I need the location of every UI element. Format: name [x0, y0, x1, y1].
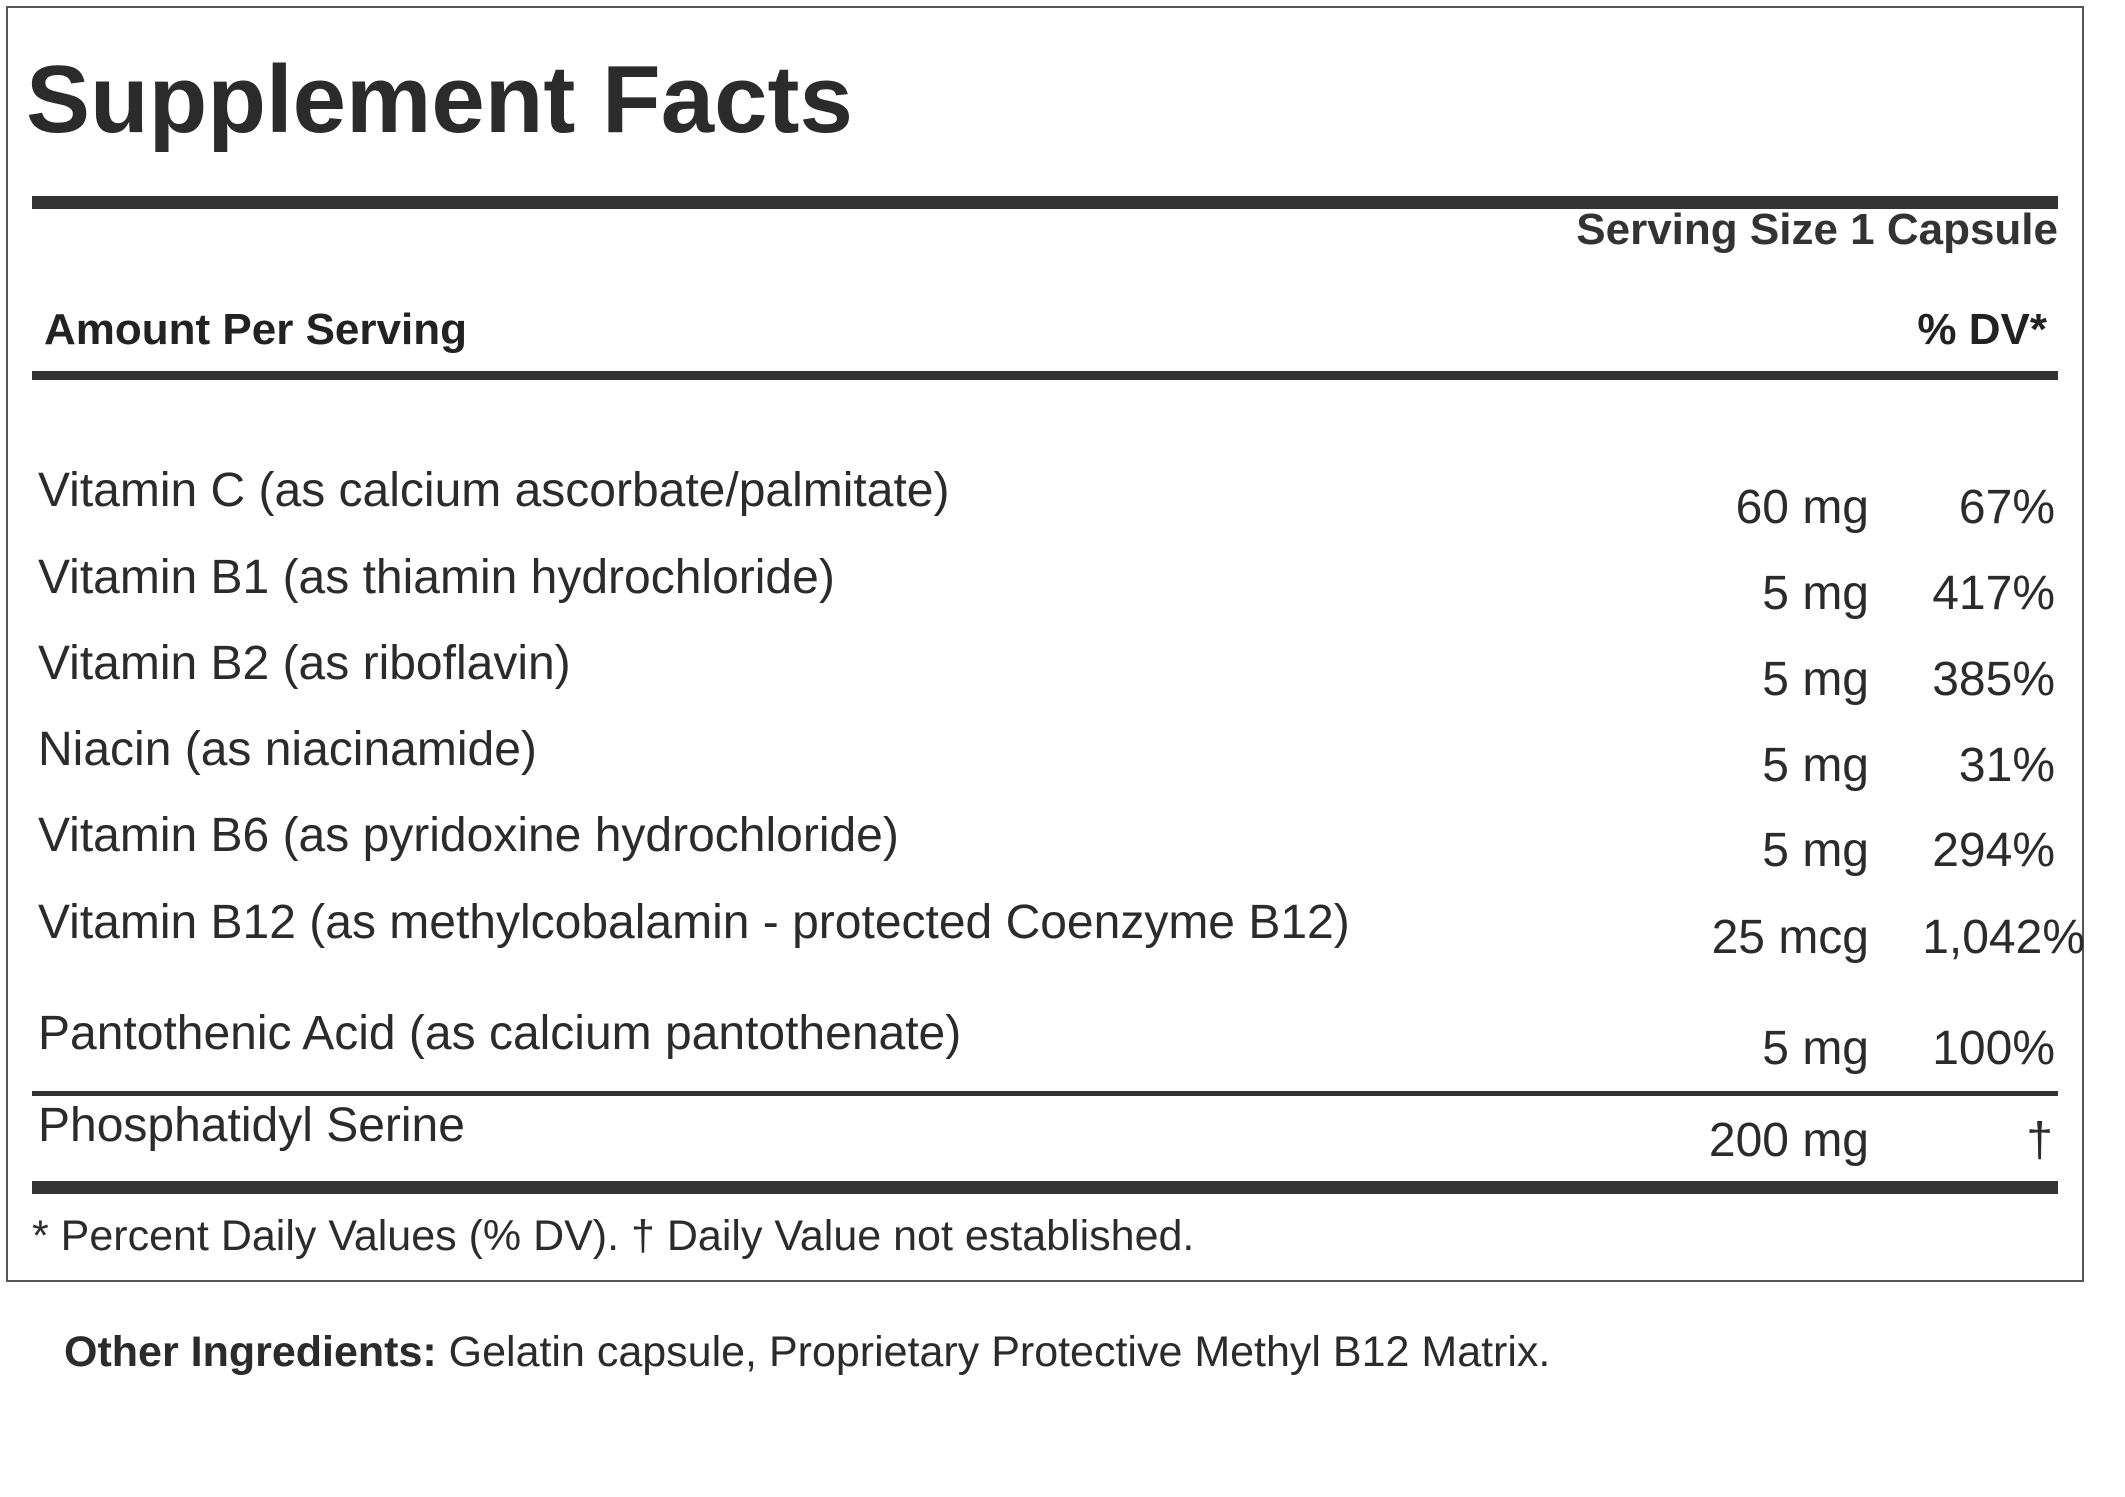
nutrient-name: Niacin (as niacinamide) [38, 723, 537, 776]
nutrient-dv: 1,042% [1922, 911, 2085, 964]
nutrient-dv: 385% [1932, 653, 2055, 706]
page-title: Supplement Facts [26, 46, 853, 153]
nutrient-name: Vitamin B2 (as riboflavin) [38, 637, 571, 690]
other-ingredients-text: Gelatin capsule, Proprietary Protective Methyl B12 Matrix. [436, 1328, 1551, 1376]
serving-size: Serving Size 1 Capsule [1576, 205, 2058, 254]
nutrient-name: Vitamin B1 (as thiamin hydrochloride) [38, 551, 835, 604]
other-nutrient-name: Phosphatidyl Serine [38, 1099, 465, 1152]
nutrient-name: Vitamin C (as calcium ascorbate/palmitate) [38, 464, 950, 517]
nutrient-amount: 25 mcg [1711, 911, 1869, 964]
nutrient-amount: 5 mg [1762, 567, 1869, 620]
dv-header: % DV* [1917, 305, 2047, 354]
nutrient-dv: 100% [1932, 1022, 2055, 1075]
other-ingredients [64, 1328, 1550, 1377]
nutrient-amount: 5 mg [1762, 653, 1869, 706]
nutrient-dv: 67% [1958, 481, 2055, 534]
other-ingredients-label: Other Ingredients: [64, 1328, 437, 1376]
divider-medium [32, 371, 2058, 380]
dagger-icon: † [2026, 1114, 2053, 1167]
nutrient-dv: 31% [1958, 739, 2055, 792]
divider-thick-bottom [32, 1181, 2058, 1194]
nutrient-name: Vitamin B6 (as pyridoxine hydrochloride) [38, 809, 899, 862]
amount-per-serving-header: Amount Per Serving [44, 305, 467, 354]
nutrient-dv: 294% [1932, 824, 2055, 877]
nutrient-amount: 5 mg [1762, 824, 1869, 877]
nutrient-amount: 5 mg [1762, 1022, 1869, 1075]
nutrient-name: Vitamin B12 (as methylcobalamin - protected Coenzyme B12) [38, 896, 1350, 949]
nutrient-name: Pantothenic Acid (as calcium pantothenate) [38, 1007, 962, 1060]
other-nutrient-amount: 200 mg [1708, 1114, 1869, 1167]
nutrient-amount: 60 mg [1735, 481, 1869, 534]
nutrient-amount: 5 mg [1762, 739, 1869, 792]
divider-thin [32, 1091, 2058, 1096]
footnote: * Percent Daily Values (% DV). † Daily Value not established. [32, 1212, 1195, 1260]
nutrient-dv: 417% [1932, 567, 2055, 620]
